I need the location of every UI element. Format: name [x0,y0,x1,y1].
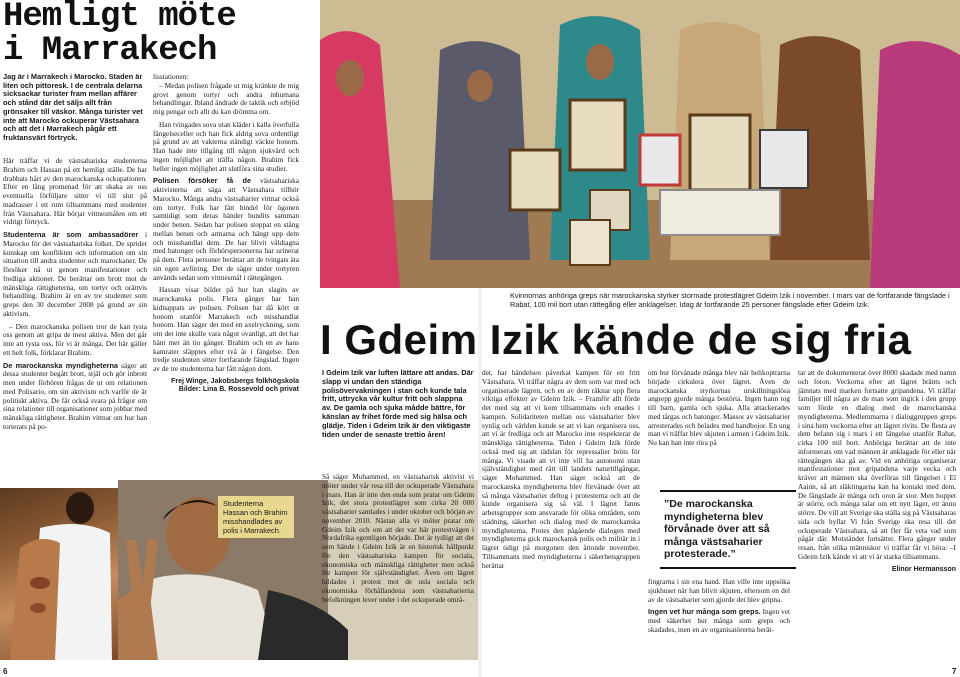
right-page [320,0,960,677]
women-portraits-photo [320,0,960,288]
title-line-2: i Marrakech [3,32,217,70]
subheading: Ingen vet hur många som greps. [648,607,761,617]
paragraph [3,231,147,319]
paragraph-text: i Marocko för det västsahariska folket. De sprider kunskap om konflikten och information om sin situation till andra studenter och marockaner. De försöker nå ut genom manifestationer och fredliga aktioner. De berättar om brott mot de mänskliga rättigheterna, om tortyr och orättvis behandling. Brahim är en av tre studenter som greps den 30 december 2008 på grund av sin aktivism. [3,230,147,318]
paragraph: – Medan polisen frågade ut mig kränkte de mig grovt genom tortyr och andra inhumana behandlingar. Ibland ändrade de taktik och erbjöd mig pengar och allt du kan drömma om. [153,80,299,116]
left-column-2 [153,73,299,395]
article-intro: I Gdeim Izik var luften lättare att andas. Där slapp vi undan den ständiga polisövervakningen i stan och kunde tala fritt, uttrycka vår kultur fritt och slappna av. De gamla och sjuka mådde bättre, för känslan av frihet förde med sig hälsa och glädje. Tiden i Gdeim Izik är den viktigaste tiden under de senaste trettio åren! [322,368,474,439]
paragraph: om hur förvånade många blev när helikoptrarna började cirkulera över lägret. Även de marockanska styrkornas urskillningslösa angrepp gjorde många bestörta. Ingen hann tog till barn, gamla och sjuka. Alla attackerades med tårgas och batonger. Massor av västsaharier arresterades och belades med handbojor. En ung man vi träffar blev skjuten i armen i Gdeim Izik. Nu kan han inte röra på [648,368,790,447]
paragraph-text: Ingen vet med säkerhet hur många som greps och skadades, men en av organisatörerna berät- [648,607,791,634]
article-title [3,0,236,68]
subheading: De marockanska myndigheterna [3,360,118,370]
paragraph [3,362,147,432]
title-line-1: Hemligt möte [3,0,236,36]
page-number-right: 7 [952,667,957,676]
paragraph-text: västsahariska aktivisterna att säga att Västsahara tillhör Marocko. Många andra västsaharier vittnar också om tortyr. Folk har fått bindel för ögonen samtidigt som deras händer bundits samman under benen. Sedan har polisen stoppat en stång mellan benen och armarna och hängt upp dem och misshandlat dem. De har blivit våldtagna med batonger och förhörspersonerna har urinerat på dem. Flera personer berättar att de tvingats äta sin egen avföring. Det de säger under tortyren används sedan som vittnesmål i rättegången. [153,176,299,282]
paragraph: Här träffar vi de västsahariska studenterna Brahim och Hassan på ett hemligt ställe. De har drabbats hårt av den marockanska ockupationen. Efter en lång promenad för att skaka av oss eventuella förföljare sitter vi till slut på madrasser i ett rum tillsammans med studenter från Västsahara. Här börjar vittnesmålen om ett vidrigt förtryck. [3,156,147,227]
paragraph [153,177,299,282]
women-portraits-illustration [320,0,960,288]
pull-quote: ”De marockanska myndigheterna blev förvånade över att så många västsaharier protesterade.” [660,490,796,569]
paragraph: fingrarna i sin ena hand. Han ville inte uppsöka sjukhuset när han blivit skjuten, eftersom en del av de västsaharier som gjorde det blev gripna. [648,577,790,604]
paragraph: Hassan visar bilder på hur han slagits av marockanska polis. Flera gånger har han kidnappats av polisen. Polisen har då kört ut honom utanför Marrakech och misshandlat honom. Han säger det med en axelryckning, som om det inte skulle vara något ovanligt, att det har hänt mer än tio gånger. Brahim och en av hans kamrater släpptes efter två år i fängelse. Den tredje studenten sitter fortfarande fängslad. Ingen av de tre studenterna har fått någon dom. [153,285,299,373]
paragraph [648,608,790,634]
page-number-left: 6 [3,667,8,676]
article-lead: Jag är i Marrakech i Marocko. Staden är liten och pittoresk. I de centrala delarna sicksackar turister fram mellan affärer och stånd där det säljs allt från grönsaker till väskor. Många turister vet inte att Marocko ockuperar Västsahara och att det i Marrakech pågår ett fruktansvärt förtryck. [3,72,143,142]
right-column-3 [648,369,790,452]
main-photo-caption: Kvinnornas anhöriga greps när marockanska styrker stormade protestlägret Gdeim Izik i november. I mars var de fortfarande fängslade i Rabat, 100 mil bort utan rättegång eller anklagelser. Idag är fortfarande 25 personer fängslade efter Gdeim Izik. [510,291,950,309]
subheading: Studenterna är som ambassadörer [3,230,139,239]
right-column-2: det, har händelsen påverkat kampen för ett fritt Västsahara. Vi träffar några av dem som var med och organiserade lägren, och en av dem räknar upp flera viktiga effekter av Gdeim Izik. – Framför allt förde det med sig att vi kom tillsammans och enades i kampen. Solidariteten mellan oss västsaharier blev synlig och världen kunde se att vi kan organisera oss, att vi är fredliga och att Marocko inte respekterar de mänskliga rättigheterna. Tiden i Gdeim Izik förde också med sig att rädslan för repressalier bröts för många. Vi visade att vi inte vill ha autonomi utan självständighet med rätt till landets naturtillgångar, säger Mohammed. Han säger också att de marockanska myndigheterna blev förvånade över att så många västsaharier deltog i protesterna och att de kunde organisera sig så väl. I lägret fanns arbetsgrupper som ansvarade för olika områden, som städning, säkerhet och dialog med de marockanska myndigheterna. Protes den pågående dialogen med myndigheterna gick marockansk polis och militär in i lägret tidigt på morgonen den åttonde november. Tillsammans med myndigheterna i säkerhetsgruppen berättar [482,368,640,570]
paragraph-text: säger att dessa studenter begått brott, stjäl och gör inbrott men under förhören frågas de ut om relationen med Polisario, om sin aktivism och varför de är politiskt aktiva. De får också svara på frågor om sina relationer till organisationer som jobbar med mänskliga rättigheter. Brahim vittnar om hur han torterats på po- [3,360,147,431]
student-back-illustration [0,488,118,660]
byline-author: Elinor Hermansson [891,565,956,573]
right-column-3-bottom [648,578,790,635]
paragraph: tar att de dokumenterat över 8000 skadade med namn och foton. Veckorna efter att lägret bränts och jämnats med marken fortsatte gripandena. Vi träffar familjer till några av de man som ingick i den grupp som förde en dialog med de marockanska myndigheterna. Medlemmarna i dialoggruppen greps i sina hem veckorna efter att lägret rivits. De flesta av dem befann sig i mars i ett fängelse utanför Rabat, cirka 100 mil bort. Anhöriga berättar att de inte informerats om vad männen är anklagade för eller när rättegången ska gå av. Vid en anhöriga organiserar manifestationer mot gripandena varje vecka och kräver att männen ska överföras till fängelset i El Aaiún, så att släktingarna kan ha kontakt med dem. De fångslade är många och oron är stor. Men hoppet är större, och många talar om ett nytt läger, ett ännu större. De vill att Sverige ska ställa sig på Västsaharas sida och hyllar Vi från Sverige ska resa till det ockuperade Västsahara, så att fler får veta vad som pågår där. Motståndet fortsätter. Flera gånger under resan, från olika människor vi träffar får vi höra: –I Gdeim Izik kände vi att vi är starka tillsammans. [798,368,956,561]
byline-author: Frej Winge, Jakobsbergs folkhögskola [171,377,299,385]
student-photo-caption: Studenterna Hassan och Brahim misshandlades av polis i Marrakech. [218,496,294,538]
paragraph: Han tvingades sova utan kläder i kalla överfulla fängelseceller och han fick aldrig sova ordentligt på grund av att vakterna ständigt väckte honom. Han hade inte tillgång till någon sjukvård och ingen möjlighet att träffa någon. Brahim fick heller ingen möjlighet att slutföra sina studier. [153,119,299,173]
student-back-photo [0,488,118,660]
left-column-1 [3,157,147,436]
subheading: Polisen försöker få de [153,176,251,186]
paragraph: – Den marockanska polisen tror de kan tysta oss genom att gripa de mest aktiva. Men det går inte att tysta oss, för vi är många. Det här gäller ett helt folk, förklarar Brahim. [3,321,147,357]
right-column-4 [798,369,956,574]
article-headline: I Gdeim Izik kände de sig fria [320,316,912,363]
paragraph: lisstationen: [153,72,189,81]
byline-photos: Bilder: Lina B. Rossevold och privat [178,386,299,394]
right-column-1: Så säger Muhammed, en västsaharisk aktivist vi möter under vår resa till det ockuperade Västsahara i mars. Han är inte den enda som pratar om Gdeim Izik, det stora protestlägret som cirka 20 000 västsaharier samlades i under oktober och början av november 2010. Nästan alla vi möter pratar om Gdeim Izik och om att det var här protestvägen i Nordafrika egentligen började. Det är tydligt att det som hände i Gdeim Izik är en historisk hållpunkt för den västsahariska kampen för sociala, ekonomiska och mänskliga rättigheter men också för kampen för självständighet. Även om lägret bildades i protest mot de usla sociala och ekonomiska förhållandena som västsaharierna befolkningen lever under i det ockuperade områ- [322,472,474,604]
